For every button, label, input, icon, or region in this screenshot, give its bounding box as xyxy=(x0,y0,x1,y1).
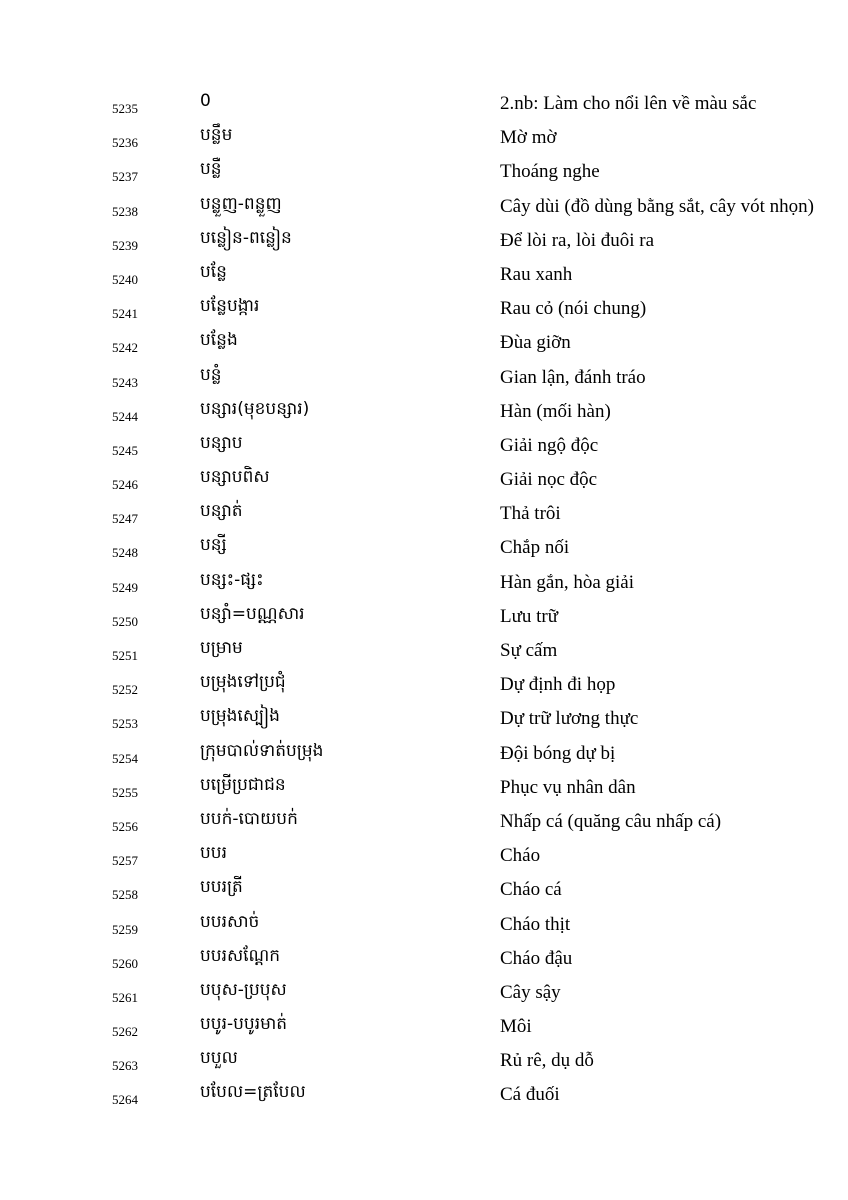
entry-row xyxy=(0,977,848,1011)
khmer-term: បបរត្រី xyxy=(200,877,243,898)
entry-number: 5236 xyxy=(112,135,138,151)
khmer-term: បម្រាម xyxy=(200,638,243,658)
entry-row xyxy=(0,225,848,259)
khmer-term: បម្រើប្រជាជន xyxy=(200,774,286,795)
entry-number: 5264 xyxy=(112,1092,138,1108)
entry-row xyxy=(0,772,848,806)
entry-row xyxy=(0,943,848,977)
vietnamese-translation: Cháo đậu xyxy=(500,947,573,969)
entry-number: 5253 xyxy=(112,716,138,732)
khmer-term: បបរសណ្តែក xyxy=(200,945,281,966)
khmer-term: បន្សី xyxy=(200,535,227,556)
vietnamese-translation: Thoáng nghe xyxy=(500,161,600,183)
entry-row xyxy=(0,362,848,396)
entry-row xyxy=(0,703,848,737)
entry-row xyxy=(0,122,848,156)
entry-row xyxy=(0,327,848,361)
khmer-term: 0 xyxy=(200,91,211,111)
khmer-term: បន្លឹម xyxy=(200,125,233,146)
vietnamese-translation: Cây dùi (đồ dùng bằng sắt, cây vót nhọn) xyxy=(500,195,814,217)
entry-number: 5249 xyxy=(112,579,138,595)
entry-number: 5246 xyxy=(112,477,138,493)
entry-number: 5258 xyxy=(112,887,138,903)
vietnamese-translation: Đội bóng dự bị xyxy=(500,742,616,764)
entry-number: 5261 xyxy=(112,989,138,1005)
entry-row xyxy=(0,293,848,327)
khmer-term: បន្លែ xyxy=(200,261,227,282)
vietnamese-translation: Giải ngộ độc xyxy=(500,434,599,456)
vietnamese-translation: Hàn (mối hàn) xyxy=(500,400,611,422)
entry-row xyxy=(0,840,848,874)
entry-number: 5241 xyxy=(112,306,138,322)
vietnamese-translation: Dự trữ lương thực xyxy=(500,708,639,730)
khmer-term: បម្រុងទៅប្រជុំ xyxy=(200,672,286,693)
vietnamese-translation: 2.nb: Làm cho nổi lên về màu sắc xyxy=(500,93,757,114)
entry-row xyxy=(0,909,848,943)
vietnamese-translation: Để lòi ra, lòi đuôi ra xyxy=(500,229,655,251)
vietnamese-translation: Cháo xyxy=(500,845,541,867)
khmer-term: បម្រុងស្បៀង xyxy=(200,706,280,727)
entry-row xyxy=(0,156,848,190)
entry-number: 5245 xyxy=(112,442,138,458)
entry-row xyxy=(0,532,848,566)
entry-row xyxy=(0,396,848,430)
entry-number: 5256 xyxy=(112,818,138,834)
entry-row xyxy=(0,498,848,532)
vietnamese-translation: Lưu trữ xyxy=(500,605,559,627)
vietnamese-translation: Môi xyxy=(500,1016,532,1038)
vietnamese-translation: Thả trôi xyxy=(500,503,561,525)
entry-number: 5250 xyxy=(112,613,138,629)
vietnamese-translation: Cháo cá xyxy=(500,879,562,901)
entry-row xyxy=(0,1079,848,1113)
entry-row xyxy=(0,874,848,908)
entry-number: 5254 xyxy=(112,750,138,766)
entry-row xyxy=(0,1045,848,1079)
vietnamese-translation: Sự cấm xyxy=(500,640,558,661)
vietnamese-translation: Rau xanh xyxy=(500,263,573,285)
entry-number: 5255 xyxy=(112,784,138,800)
vietnamese-translation: Gian lận, đánh tráo xyxy=(500,366,646,388)
entry-row xyxy=(0,464,848,498)
vietnamese-translation: Cá đuối xyxy=(500,1084,560,1106)
entry-number: 5257 xyxy=(112,853,138,869)
khmer-term: បន្សាត់ xyxy=(200,501,243,522)
entry-number: 5262 xyxy=(112,1024,138,1040)
vietnamese-translation: Hàn gắn, hòa giải xyxy=(500,571,635,593)
khmer-term: បន្សាំ=បណ្ណសារ xyxy=(200,603,305,624)
entry-row xyxy=(0,601,848,635)
entry-number: 5239 xyxy=(112,237,138,253)
entry-row xyxy=(0,88,848,122)
vietnamese-translation: Giải nọc độc xyxy=(500,469,598,491)
vietnamese-translation: Chắp nối xyxy=(500,537,570,559)
entry-number: 5240 xyxy=(112,271,138,287)
entry-row xyxy=(0,191,848,225)
entry-row xyxy=(0,259,848,293)
khmer-term: ក្រុមបាល់ទាត់បម្រុង xyxy=(200,740,324,761)
khmer-term: បបែល=ត្របែល xyxy=(200,1082,306,1103)
entry-number: 5251 xyxy=(112,648,138,663)
khmer-term: បន្លែង xyxy=(200,330,238,351)
khmer-term: បបរសាច់ xyxy=(200,911,260,932)
khmer-term: បន្សាបពិស xyxy=(200,467,270,488)
khmer-term: បបរ xyxy=(200,843,227,864)
entry-row xyxy=(0,635,848,669)
khmer-term: បន្សារ(មុខបន្សារ) xyxy=(200,398,310,419)
entry-number: 5252 xyxy=(112,682,138,698)
entry-number: 5260 xyxy=(112,955,138,971)
entry-number: 5243 xyxy=(112,374,138,390)
khmer-term: បន្លឺ xyxy=(200,159,222,180)
entry-number: 5248 xyxy=(112,545,138,561)
entry-number: 5235 xyxy=(112,101,138,116)
khmer-term: បន្លែបង្ការ xyxy=(200,296,260,317)
vietnamese-translation: Cháo thịt xyxy=(500,913,571,935)
entry-number: 5247 xyxy=(112,511,138,527)
entry-number: 5238 xyxy=(112,203,138,219)
entry-row xyxy=(0,430,848,464)
khmer-term: បន្លួញ-ពន្លួញ xyxy=(200,193,282,214)
entry-number: 5242 xyxy=(112,340,138,356)
entry-row xyxy=(0,1011,848,1045)
vietnamese-translation: Mờ mờ xyxy=(500,127,557,149)
vietnamese-translation: Phục vụ nhân dân xyxy=(500,776,636,798)
khmer-term: បបួល xyxy=(200,1048,238,1069)
entry-number: 5263 xyxy=(112,1058,138,1074)
khmer-term: បបក់-បោយបក់ xyxy=(200,808,298,829)
vietnamese-translation: Nhấp cá (quăng câu nhấp cá) xyxy=(500,810,722,832)
khmer-term: បបុស-ប្របុស xyxy=(200,979,287,1000)
vietnamese-translation: Dự định đi họp xyxy=(500,674,616,696)
vietnamese-translation: Rau cỏ (nói chung) xyxy=(500,298,647,320)
entry-row xyxy=(0,567,848,601)
khmer-term: បបូរ-បបូរមាត់ xyxy=(200,1014,288,1035)
khmer-term: បន្សះ-ផ្សះ xyxy=(200,569,264,590)
entry-row xyxy=(0,806,848,840)
vietnamese-translation: Đùa giỡn xyxy=(500,332,571,354)
vietnamese-translation: Cây sậy xyxy=(500,981,561,1003)
entry-list xyxy=(0,88,848,1114)
entry-number: 5244 xyxy=(112,408,138,424)
entry-number: 5237 xyxy=(112,169,138,185)
khmer-term: បន្សាប xyxy=(200,432,243,453)
entry-row xyxy=(0,738,848,772)
vietnamese-translation: Rủ rê, dụ dỗ xyxy=(500,1050,594,1072)
entry-row xyxy=(0,669,848,703)
khmer-term: បន្លៀន-ពន្លៀន xyxy=(200,227,292,248)
khmer-term: បន្លំ xyxy=(200,364,222,385)
entry-number: 5259 xyxy=(112,921,138,937)
